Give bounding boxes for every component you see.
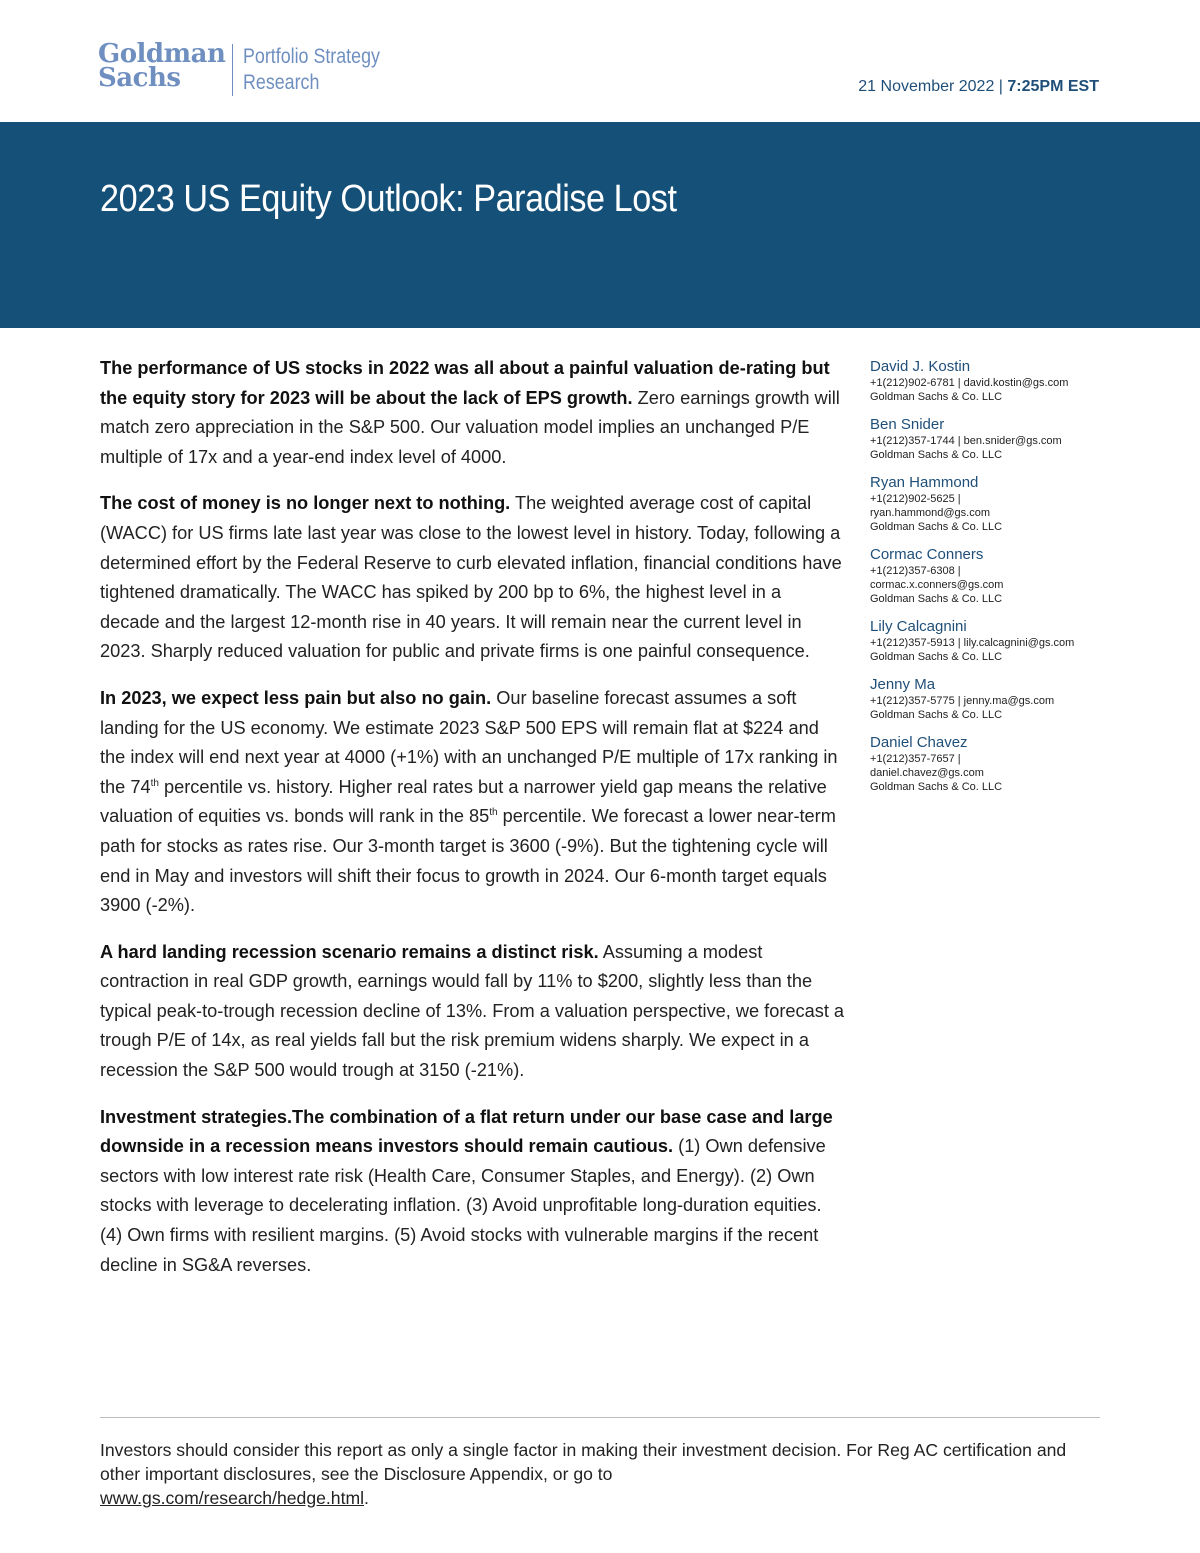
author-card	[870, 358, 1110, 404]
author-contact[interactable]: +1(212)357-1744 | ben.snider@gs.com	[870, 435, 1062, 447]
paragraph-5	[100, 1103, 845, 1281]
author-name[interactable]: Lily Calcagnini	[870, 618, 967, 635]
disclaimer-end: .	[364, 1488, 369, 1508]
author-card	[870, 546, 1110, 606]
paragraph-3	[100, 684, 845, 921]
summary-body	[100, 354, 845, 1297]
paragraph-2	[100, 489, 845, 667]
author-card	[870, 474, 1110, 534]
p5-text: (1) Own defensive sectors with low interest rate risk (Health Care, Consumer Staples, and Energy). (2) Own stocks with leverage to decelerating inflation. (3) Avoid unprofitable long-duration equities. (4) Own firms with resilient margins. (5) Avoid stocks with vulnerable margins if the recent decline in SG&A reverses.	[100, 1136, 826, 1275]
author-firm: Goldman Sachs & Co. LLC	[870, 593, 1003, 605]
author-contact[interactable]: +1(212)357-5775 | jenny.ma@gs.com	[870, 695, 1055, 707]
paragraph-1	[100, 354, 845, 472]
author-email[interactable]: daniel.chavez@gs.com	[870, 767, 984, 779]
logo-divider	[232, 44, 233, 96]
publish-date: 21 November 2022 | 7:25PM EST	[858, 78, 1099, 95]
disclaimer	[100, 1438, 1090, 1510]
paragraph-4	[100, 938, 845, 1086]
p3-text-a: Our baseline forecast assumes a soft landing for the US economy. We estimate 2023 S&P 500 EPS will remain flat at $224 and the index will end next year at 4000 (+1%) with an unchanged P/E multiple of 17x ranking in the 74	[100, 687, 838, 797]
header	[0, 0, 1200, 122]
p2-lead: The cost of money is no longer next to nothing.	[100, 493, 511, 514]
p3-text-c: percentile. We forecast a lower near-term path for stocks as rates rise. Our 3-month target is 3600 (-9%). But the tightening cycle will end in May and investors will shift their focus to growth in 2024. Our 6-month target equals 3900 (-2%).	[100, 806, 836, 916]
p4-text: Assuming a modest contraction in real GDP growth, earnings would fall by 11% to $200, slightly less than the typical peak-to-trough recession decline of 13%. From a valuation perspective, we forecast a trough P/E of 14x, as real yields fall but the risk premium widens sharply. We expect in a recession the S&P 500 would trough at 3150 (-21%).	[100, 941, 845, 1081]
unit-line-1: Portfolio Strategy	[243, 45, 380, 68]
author-contact[interactable]: +1(212)902-5625 |	[870, 493, 961, 505]
author-contact[interactable]: +1(212)357-6308 |	[870, 565, 961, 577]
p5-lead: Investment strategies.The combination of a flat return under our base case and large downside in a recession means investors should remain cautious.	[100, 1106, 833, 1157]
author-firm: Goldman Sachs & Co. LLC	[870, 709, 1003, 721]
author-firm: Goldman Sachs & Co. LLC	[870, 651, 1003, 663]
author-firm: Goldman Sachs & Co. LLC	[870, 391, 1003, 403]
author-contact[interactable]: +1(212)357-7657 |	[870, 753, 961, 765]
author-firm: Goldman Sachs & Co. LLC	[870, 449, 1003, 461]
author-card	[870, 734, 1110, 794]
author-email[interactable]: cormac.x.conners@gs.com	[870, 579, 1004, 591]
author-card	[870, 416, 1110, 462]
unit-name	[243, 44, 380, 96]
p2-text: The weighted average cost of capital (WACC) for US firms late last year was close to the lowest level in history. Today, following a determined effort by the Federal Reserve to curb elevated inflation, financial conditions have tightened dramatically. The WACC has spiked by 200 bp to 6%, the highest level in a decade and the largest 12-month rise in 40 years. It will remain near the current level in 2023. Sharply reduced valuation for public and private firms is one painful consequence.	[100, 493, 842, 662]
author-name[interactable]: Daniel Chavez	[870, 734, 968, 751]
author-name[interactable]: Ryan Hammond	[870, 474, 979, 491]
time-text: 7:25PM EST	[1007, 78, 1099, 95]
disclaimer-text: Investors should consider this report as only a single factor in making their investment decision. For Reg AC certification and other important disclosures, see the Disclosure Appendix, or go to	[100, 1440, 1067, 1484]
author-card	[870, 676, 1110, 722]
goldman-sachs-logo	[98, 39, 226, 93]
p1-lead: The performance of US stocks in 2022 was all about a painful valuation de-rating but the equity story for 2023 will be about the lack of EPS growth.	[100, 358, 830, 408]
logo-line-2: Sachs	[98, 63, 181, 93]
p3-text-b: percentile vs. history. Higher real rates but a narrower yield gap means the relative valuation of equities vs. bonds will rank in the 85	[100, 776, 827, 827]
p4-lead: A hard landing recession scenario remains a distinct risk.	[100, 941, 599, 962]
date-text: 21 November 2022	[858, 78, 995, 95]
author-contact[interactable]: +1(212)902-6781 | david.kostin@gs.com	[870, 377, 1069, 389]
author-email[interactable]: ryan.hammond@gs.com	[870, 507, 990, 519]
author-list	[870, 358, 1110, 806]
author-firm: Goldman Sachs & Co. LLC	[870, 781, 1003, 793]
disclosure-link[interactable]: www.gs.com/research/hedge.html	[100, 1488, 365, 1508]
author-contact[interactable]: +1(212)357-5913 | lily.calcagnini@gs.com	[870, 637, 1075, 649]
p3-sup-b: th	[489, 807, 498, 819]
footer-divider	[100, 1417, 1100, 1418]
author-card	[870, 618, 1110, 664]
author-name[interactable]: David J. Kostin	[870, 358, 971, 375]
author-name[interactable]: Jenny Ma	[870, 676, 936, 693]
author-name[interactable]: Ben Snider	[870, 416, 945, 433]
author-name[interactable]: Cormac Conners	[870, 546, 984, 563]
logo-line-1: Goldman	[98, 39, 226, 69]
unit-line-2: Research	[243, 71, 320, 94]
title-banner	[0, 122, 1200, 328]
p3-lead: In 2023, we expect less pain but also no gain.	[100, 687, 492, 708]
p1-text: Zero earnings growth will match zero appreciation in the S&P 500. Our valuation model implies an unchanged P/E multiple of 17x and a year-end index level of 4000.	[100, 387, 840, 467]
page-title: 2023 US Equity Outlook: Paradise Lost	[100, 178, 677, 220]
author-firm: Goldman Sachs & Co. LLC	[870, 521, 1003, 533]
p3-sup-a: th	[150, 777, 159, 789]
